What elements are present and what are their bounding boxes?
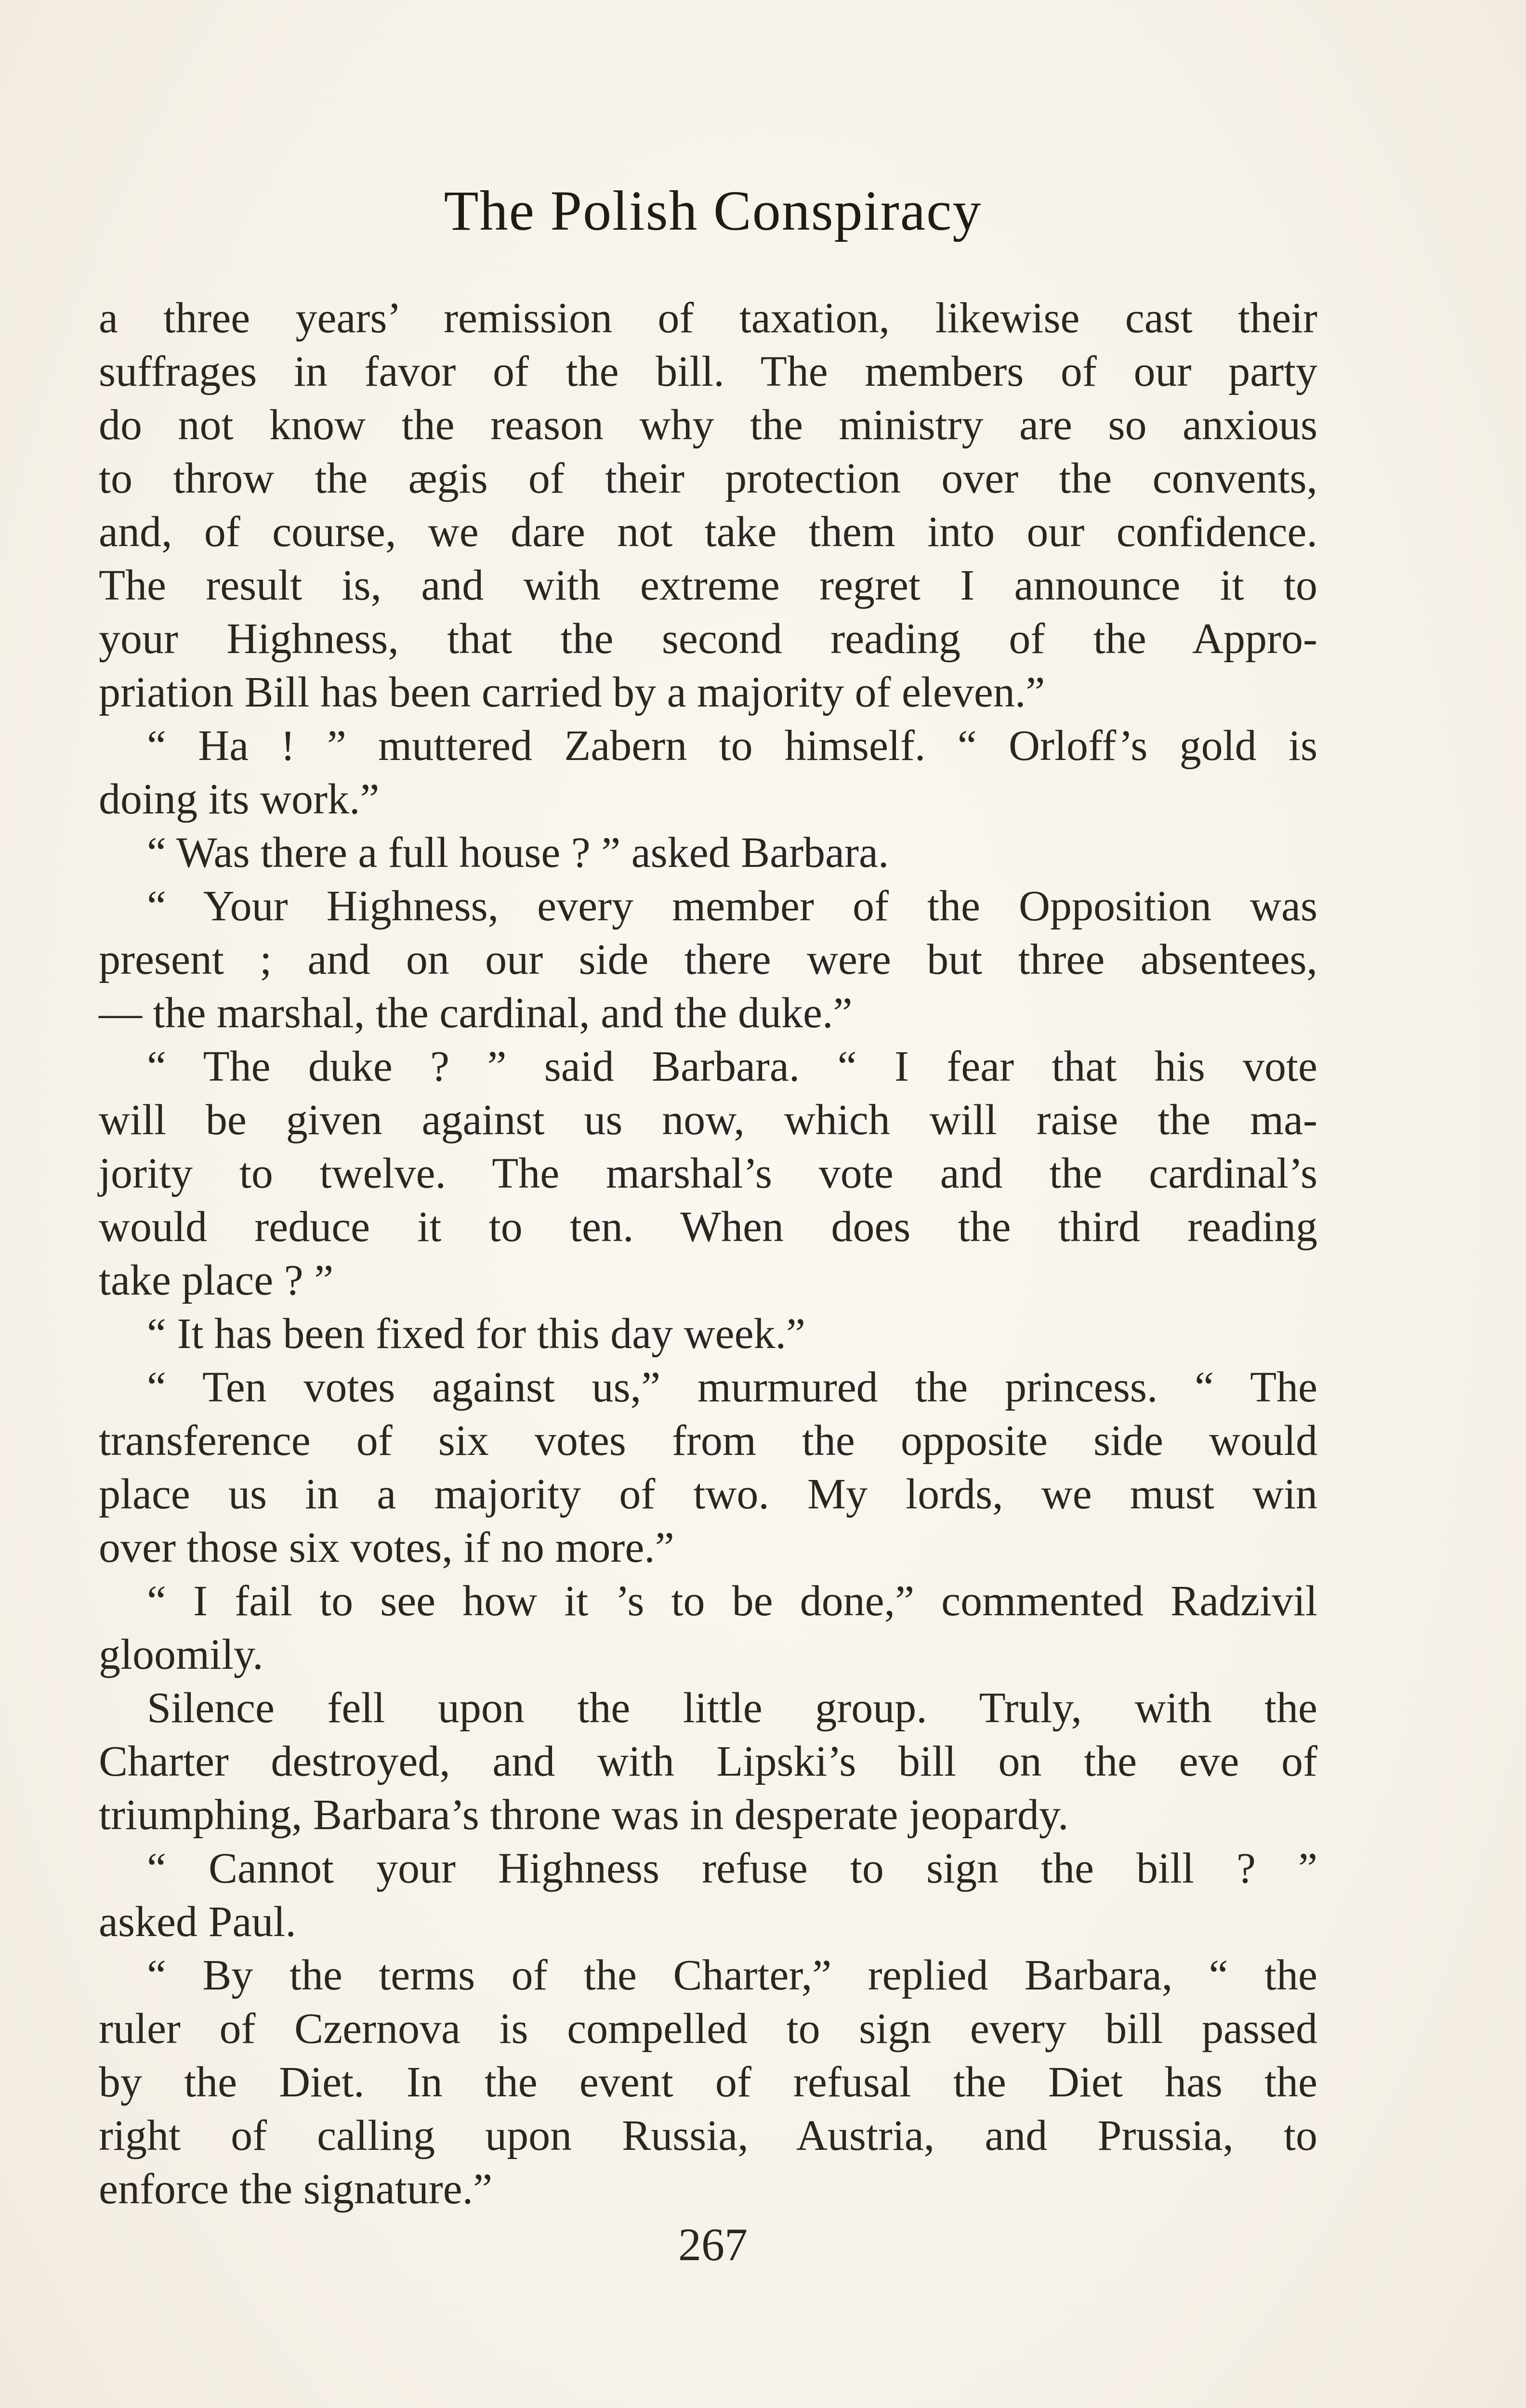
text-line: doing its work.” bbox=[99, 775, 380, 823]
text-line: to throw the ægis of their protection over the convents, bbox=[99, 455, 1317, 502]
text-line: “ The duke ? ” said Barbara. “ I fear that his vote bbox=[147, 1043, 1317, 1090]
text-line: take place ? ” bbox=[99, 1256, 334, 1304]
text-line: The result is, and with extreme regret I announce it to bbox=[99, 562, 1317, 609]
text-line: “ Ha ! ” muttered Zabern to himself. “ Orloff’s gold is bbox=[147, 722, 1317, 770]
text-line: “ Cannot your Highness refuse to sign the bill ? ” bbox=[147, 1845, 1317, 1892]
text-line: transference of six votes from the opposite side would bbox=[99, 1417, 1317, 1465]
text-line: “ By the terms of the Charter,” replied Barbara, “ the bbox=[147, 1951, 1317, 1999]
text-line: right of calling upon Russia, Austria, and Prussia, to bbox=[99, 2112, 1317, 2159]
text-line: “ I fail to see how it ’s to be done,” commented Radzivil bbox=[147, 1577, 1317, 1625]
text-line: enforce the signature.” bbox=[99, 2165, 493, 2213]
page-number: 267 bbox=[678, 2219, 748, 2270]
text-line: asked Paul. bbox=[99, 1898, 296, 1946]
text-line: Charter destroyed, and with Lipski’s bill on the eve of bbox=[99, 1738, 1317, 1785]
text-line: gloomily. bbox=[99, 1631, 263, 1678]
text-line: your Highness, that the second reading of the Appro- bbox=[99, 615, 1317, 663]
text-line: place us in a majority of two. My lords, we must win bbox=[99, 1470, 1317, 1518]
text-line: priation Bill has been carried by a majority of eleven.” bbox=[99, 668, 1045, 716]
text-line: would reduce it to ten. When does the third reading bbox=[99, 1203, 1317, 1251]
text-line: and, of course, we dare not take them into our confidence. bbox=[99, 508, 1317, 556]
text-line: a three years’ remission of taxation, likewise cast their bbox=[99, 294, 1317, 342]
body-text bbox=[99, 291, 1317, 2216]
text-line: triumphing, Barbara’s throne was in desperate jeopardy. bbox=[99, 1791, 1069, 1839]
text-line: “ Your Highness, every member of the Opposition was bbox=[147, 882, 1317, 930]
text-line: “ Was there a full house ? ” asked Barbara. bbox=[147, 829, 889, 877]
running-head: The Polish Conspiracy bbox=[444, 179, 982, 242]
text-line: by the Diet. In the event of refusal the Diet has the bbox=[99, 2058, 1317, 2106]
text-line: present ; and on our side there were but three absentees, bbox=[99, 936, 1317, 983]
text-line: “ It has been fixed for this day week.” bbox=[147, 1310, 805, 1358]
text-line: will be given against us now, which will raise the ma- bbox=[99, 1096, 1317, 1144]
text-line: suffrages in favor of the bill. The members of our party bbox=[99, 348, 1317, 395]
text-line: Silence fell upon the little group. Truly, with the bbox=[147, 1684, 1317, 1732]
text-line: “ Ten votes against us,” murmured the princess. “ The bbox=[147, 1363, 1317, 1411]
text-line: ruler of Czernova is compelled to sign every bill passed bbox=[99, 2005, 1317, 2053]
text-line: — the marshal, the cardinal, and the duke.” bbox=[99, 989, 853, 1037]
text-line: over those six votes, if no more.” bbox=[99, 1524, 674, 1571]
text-line: do not know the reason why the ministry are so anxious bbox=[99, 401, 1317, 449]
text-line: jority to twelve. The marshal’s vote and the cardinal’s bbox=[99, 1150, 1317, 1197]
